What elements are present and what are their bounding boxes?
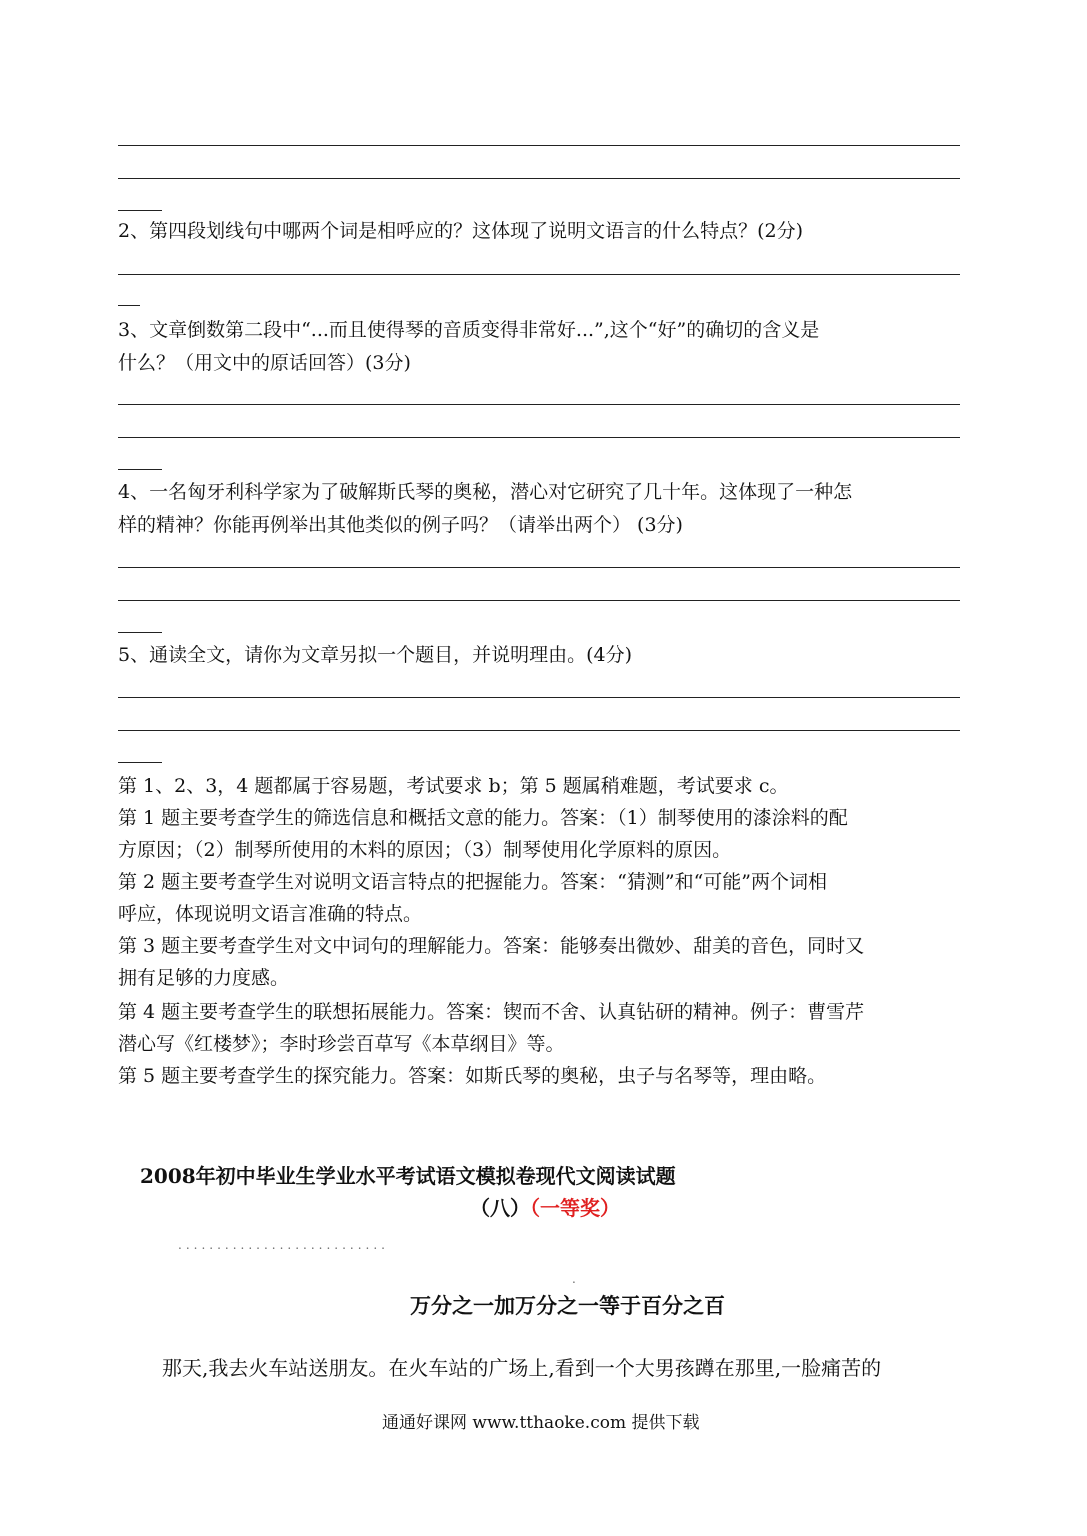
exam-title: 2008年初中毕业生学业水平考试语文模拟卷现代文阅读试题 — [140, 1164, 676, 1188]
question-3-line2: 什么？（用文中的原话回答）(3分) — [118, 352, 411, 374]
dotted-rule: ........................... — [178, 1238, 389, 1252]
answer-line — [118, 730, 960, 731]
answer-key-line: 呼应，体现说明文语言准确的特点。 — [118, 903, 423, 925]
page-footer: 通通好课网 www.tthaoke.com 提供下载 — [382, 1413, 700, 1433]
answer-line — [118, 404, 960, 405]
answer-line-end — [118, 210, 162, 211]
award-label: （一等奖） — [530, 1196, 620, 1220]
question-4-line1: 4、一名匈牙利科学家为了破解斯氏琴的奥秘，潜心对它研究了几十年。这体现了一种怎 — [118, 481, 853, 503]
article-paragraph: 那天,我去火车站送朋友。在火车站的广场上,看到一个大男孩蹲在那里,一脸痛苦的 — [162, 1356, 882, 1380]
question-4-line2: 样的精神？你能再例举出其他类似的例子吗？（请举出两个） (3分) — [118, 514, 683, 536]
answer-line-end — [118, 762, 162, 763]
answer-key-line: 第 5 题主要考查学生的探究能力。答案：如斯氏琴的奥秘，虫子与名琴等，理由略。 — [118, 1065, 827, 1087]
answer-key-line: 第 1 题主要考查学生的筛选信息和概括文意的能力。答案：（1）制琴使用的漆涂料的配 — [118, 807, 848, 829]
answer-line — [118, 178, 960, 179]
answer-key-line: 拥有足够的力度感。 — [118, 967, 290, 989]
answer-line-end — [118, 469, 162, 470]
answer-line-end — [118, 305, 140, 306]
answer-line — [118, 274, 960, 275]
answer-key-line: 方原因；（2）制琴所使用的木料的原因；（3）制琴使用化学原料的原因。 — [118, 839, 732, 861]
exam-number: （八） — [470, 1196, 530, 1220]
answer-line — [118, 567, 960, 568]
answer-line — [118, 437, 960, 438]
exam-subtitle — [470, 1192, 620, 1221]
answer-key-line: 第 1、2、3，4 题都属于容易题，考试要求 b；第 5 题属稍难题，考试要求 c。 — [118, 775, 789, 797]
answer-key-line: 第 3 题主要考查学生对文中词句的理解能力。答案：能够奏出微妙、甜美的音色，同时又 — [118, 935, 865, 957]
answer-line — [118, 145, 960, 146]
question-3-line1: 3、文章倒数第二段中“...而且使得琴的音质变得非常好...”,这个“好”的确切的含义是 — [118, 319, 820, 341]
answer-line — [118, 697, 960, 698]
dot-mark: . — [572, 1272, 576, 1286]
answer-line — [118, 600, 960, 601]
answer-key-line: 潜心写《红楼梦》；李时珍尝百草写《本草纲目》等。 — [118, 1033, 565, 1055]
question-2: 2、第四段划线句中哪两个词是相呼应的？这体现了说明文语言的什么特点？(2分) — [118, 220, 804, 242]
question-5: 5、通读全文，请你为文章另拟一个题目，并说明理由。(4分) — [118, 644, 633, 666]
answer-key-line: 第 2 题主要考查学生对说明文语言特点的把握能力。答案：“猜测”和“可能”两个词相 — [118, 871, 828, 893]
answer-line-end — [118, 632, 162, 633]
answer-key-line: 第 4 题主要考查学生的联想拓展能力。答案：锲而不舍、认真钻研的精神。例子：曹雪芹 — [118, 1001, 865, 1023]
article-title: 万分之一加万分之一等于百分之百 — [410, 1293, 725, 1318]
